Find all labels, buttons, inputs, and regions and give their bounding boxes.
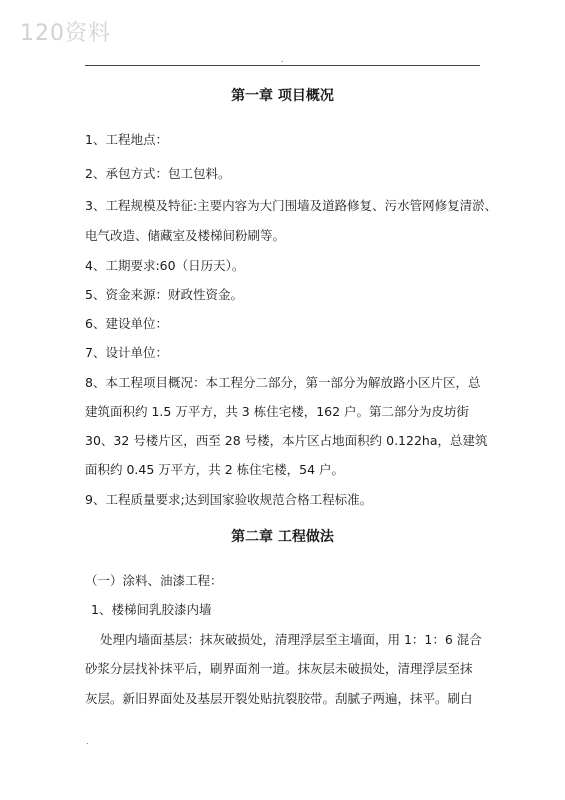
- chapter2-line-3: 处理内墙面基层：抹灰破损处，清理浮层至主墙面，用 1：1：6 混合: [100, 632, 482, 647]
- chapter1-line-7: 7、设计单位：: [85, 345, 168, 360]
- header-rule: [85, 65, 480, 66]
- chapter1-line-8-cont-1: 建筑面积约 1.5 万平方，共 3 栋住宅楼，162 户。第二部分为皮坊街: [85, 404, 470, 419]
- chapter1-line-3-cont: 电气改造、储藏室及楼梯间粉刷等。: [85, 228, 286, 243]
- chapter1-line-8-cont-3: 面积约 0.45 万平方，共 2 栋住宅楼，54 户。: [85, 462, 345, 477]
- chapter2-line-2: 1、楼梯间乳胶漆内墙: [91, 602, 212, 617]
- chapter2-title: 第二章 工程做法: [231, 529, 334, 545]
- chapter1-line-9: 9、工程质量要求;达到国家验收规范合格工程标准。: [85, 492, 373, 507]
- chapter1-line-8: 8、本工程项目概况：本工程分二部分，第一部分为解放路小区片区，总: [85, 375, 481, 390]
- header-dot: .: [281, 55, 284, 64]
- chapter1-line-4: 4、工期要求:60（日历天）。: [85, 258, 245, 273]
- chapter1-line-3: 3、工程规模及特征:主要内容为大门围墙及道路修复、污水管网修复清淤、: [85, 198, 498, 213]
- chapter1-line-1: 1、工程地点：: [85, 132, 168, 147]
- watermark-logo: 120资料: [20, 21, 111, 46]
- chapter1-line-5: 5、资金来源：财政性资金。: [85, 287, 243, 302]
- chapter1-line-2: 2、承包方式：包工包料。: [85, 166, 231, 181]
- chapter2-line-1: （一）涂料、油漆工程：: [85, 573, 223, 588]
- chapter1-title: 第一章 项目概况: [231, 88, 334, 104]
- footer-dot: .: [86, 737, 89, 746]
- chapter2-line-4: 砂浆分层找补抹平后，刷界面剂一道。抹灰层未破损处，清理浮层至抹: [85, 661, 473, 676]
- chapter1-line-8-cont-2: 30、32 号楼片区，西至 28 号楼，本片区占地面积约 0.122ha，总建筑: [85, 433, 488, 448]
- chapter1-line-6: 6、建设单位：: [85, 316, 168, 331]
- chapter2-line-5: 灰层。新旧界面处及基层开裂处贴抗裂胶带。刮腻子两遍，抹平。刷白: [85, 691, 473, 706]
